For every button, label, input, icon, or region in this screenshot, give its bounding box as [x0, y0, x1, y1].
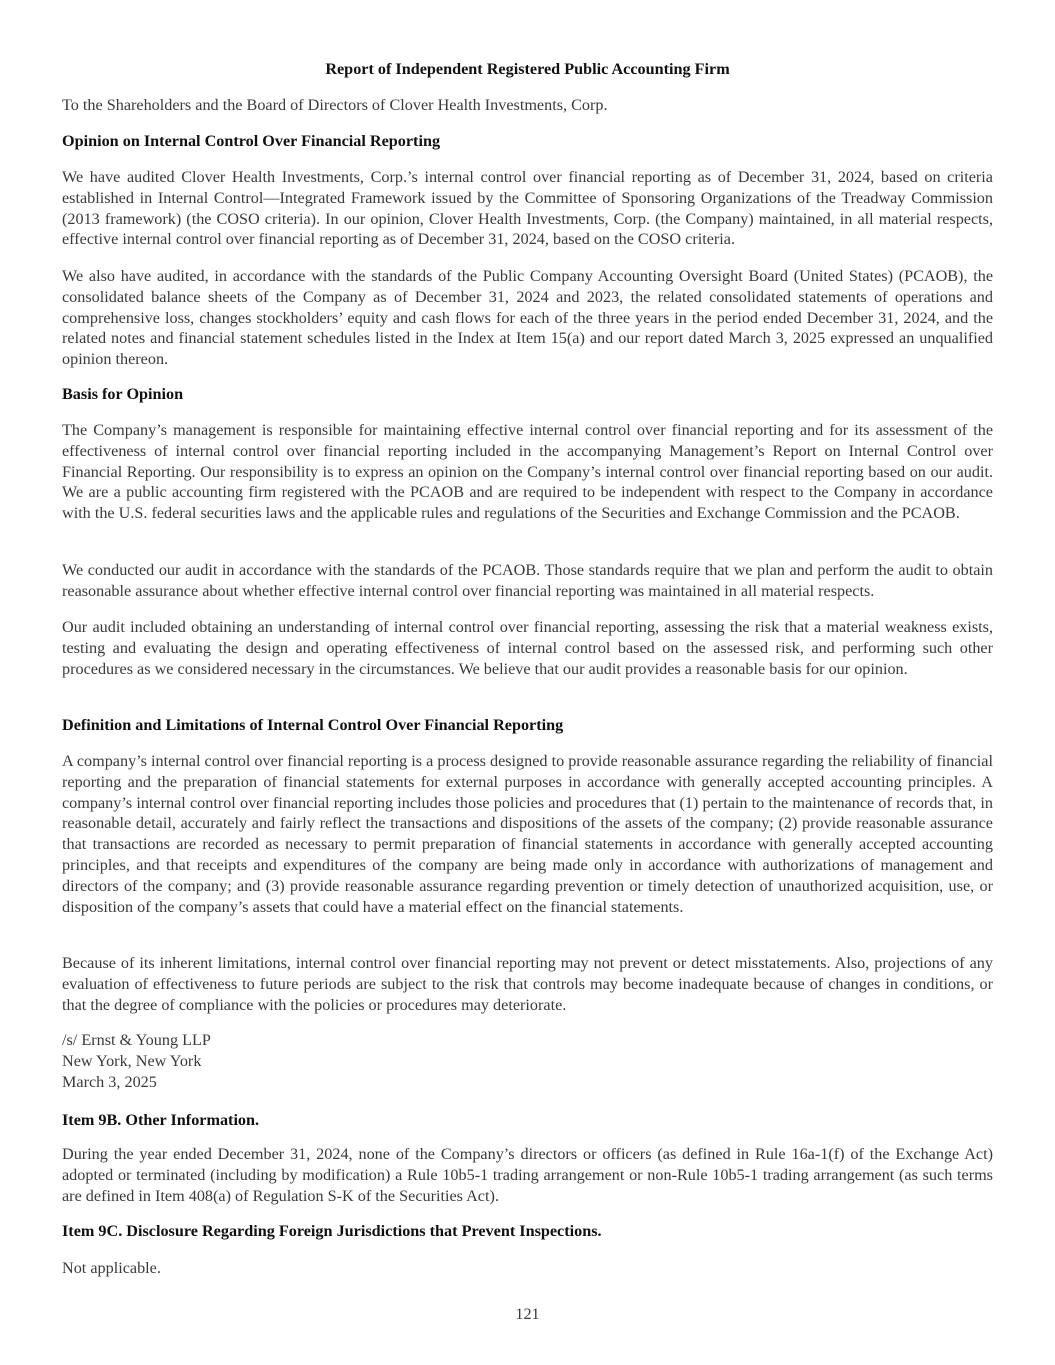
section-heading-basis: Basis for Opinion — [62, 385, 184, 403]
item-9c-text: Not applicable. — [62, 1259, 161, 1277]
paragraph-definition-1: A company’s internal control over financial reporting is a process designed to provide reasonable assurance regarding the reliability of financial reporting and the preparation of financial statements for external purposes in accordance with generally accepted accounting principles. A company’s internal control over financial reporting includes those policies and procedures that (1) pertain to the maintenance of records that, in reasonable detail, accurately and fairly reflect the transactions and dispositions of the assets of the company; (2) provide reasonable assurance that transactions are recorded as necessary to permit preparation of financial statements in accordance with generally accepted accounting principles, and that receipts and expenditures of the company are being made only in accordance with authorizations of management and directors of the company; and (3) provide reasonable assurance regarding prevention or timely detection of unauthorized acquisition, use, or disposition of the company’s assets that could have a material effect on the financial statements. — [62, 752, 993, 916]
paragraph-basis-3: Our audit included obtaining an understanding of internal control over financial reporting, assessing the risk that a material weakness exists, testing and evaluating the design and operating effectiveness of internal control based on the assessed risk, and performing such other procedures as we considered necessary in the circumstances. We believe that our audit provides a reasonable basis for our opinion. — [62, 618, 993, 678]
signature-date: March 3, 2025 — [62, 1073, 157, 1091]
signature-location: New York, New York — [62, 1052, 202, 1070]
addressee: To the Shareholders and the Board of Directors of Clover Health Investments, Corp. — [62, 96, 608, 114]
paragraph-opinion-2: We also have audited, in accordance with the standards of the Public Company Accounting Oversight Board (United States) (PCAOB), the consolidated balance sheets of the Company as of December 31, 2024 and 2023, the related consolidated statements of operations and comprehensive loss, changes stockholders’ equity and cash flows for each of the three years in the period ended December 31, 2024, and the related notes and financial statement schedules listed in the Index at Item 15(a) and our report dated March 3, 2025 expressed an unqualified opinion thereon. — [62, 267, 993, 369]
paragraph-basis-2: We conducted our audit in accordance with the standards of the PCAOB. Those standards require that we plan and perform the audit to obtain reasonable assurance about whether effective internal control over financial reporting was maintained in all material respects. — [62, 561, 993, 600]
paragraph-basis-1: The Company’s management is responsible for maintaining effective internal control over financial reporting and for its assessment of the effectiveness of internal control over financial reporting included in the accompanying Management’s Report on Internal Control over Financial Reporting. Our responsibility is to express an opinion on the Company’s internal control over financial reporting based on our audit. We are a public accounting firm registered with the PCAOB and are required to be independent with respect to the Company in accordance with the U.S. federal securities laws and the applicable rules and regulations of the Securities and Exchange Commission and the PCAOB. — [62, 421, 993, 523]
page-number: 121 — [515, 1305, 540, 1323]
paragraph-opinion-1: We have audited Clover Health Investments, Corp.’s internal control over financial reporting as of December 31, 2024, based on criteria established in Internal Control—Integrated Framework issued by the Committee of Sponsoring Organizations of the Treadway Commission (2013 framework) (the COSO criteria). In our opinion, Clover Health Investments, Corp. (the Company) maintained, in all material respects, effective internal control over financial reporting as of December 31, 2024, based on the COSO criteria. — [62, 168, 993, 249]
item-9b-text: During the year ended December 31, 2024, none of the Company’s directors or officers (as defined in Rule 16a-1(f) of the Exchange Act) adopted or terminated (including by modification) a Rule 10b5-1 trading arrangement or non-Rule 10b5-1 trading arrangement (as such terms are defined in Item 408(a) of Regulation S-K of the Securities Act). — [62, 1145, 993, 1205]
signature-firm: /s/ Ernst & Young LLP — [62, 1031, 211, 1049]
paragraph-definition-2: Because of its inherent limitations, internal control over financial reporting may not prevent or detect misstatements. Also, projections of any evaluation of effectiveness to future periods are subject to the risk that controls may become inadequate because of changes in conditions, or that the degree of compliance with the policies or procedures may deteriorate. — [62, 954, 993, 1014]
report-title: Report of Independent Registered Public Accounting Firm — [325, 60, 730, 78]
section-heading-opinion: Opinion on Internal Control Over Financial Reporting — [62, 132, 441, 150]
section-heading-definition: Definition and Limitations of Internal Control Over Financial Reporting — [62, 716, 564, 734]
auditor-signature — [62, 1030, 993, 1093]
item-9c-heading: Item 9C. Disclosure Regarding Foreign Jurisdictions that Prevent Inspections. — [62, 1222, 602, 1240]
item-9b-heading: Item 9B. Other Information. — [62, 1111, 260, 1129]
